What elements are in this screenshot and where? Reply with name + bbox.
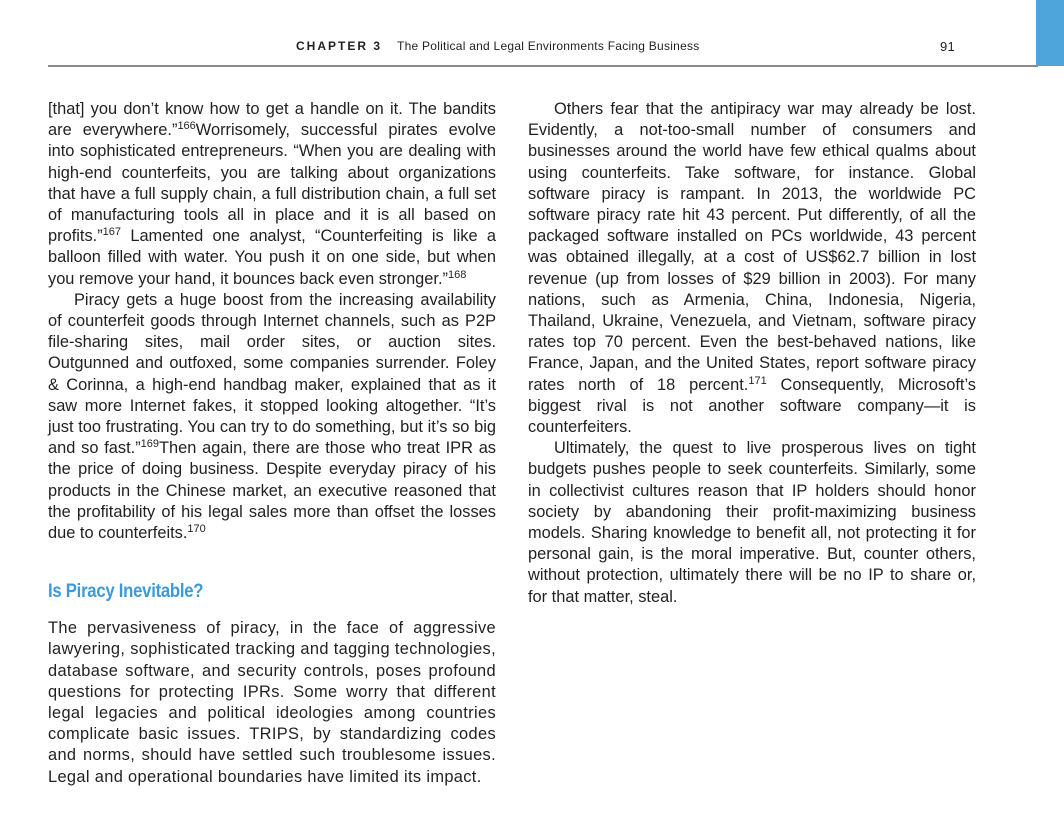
footnote-ref: 168 xyxy=(447,268,467,281)
chapter-title: The Political and Legal Environments Facing Business xyxy=(397,39,700,53)
chapter-color-tab xyxy=(1036,0,1064,66)
chapter-label: CHAPTER 3 xyxy=(296,39,383,53)
footnote-ref: 166 xyxy=(177,120,196,133)
right-column xyxy=(528,99,976,608)
paragraph: [that] you don’t know how to get a handle on it. The bandits are everywhere.”$^{166}$Worrisomely, successful pirates evolve into sophisticated entrepreneurs. “When you are dealing with high-end counterfeits, you are talking about organizations that have a full supply chain, a full distribution chain, a full set of manufacturing tools all in place and it is all based on profits.”$^{167}$ Lamented one analyst, “Counterfeiting is like a balloon filled with water. You push it on one side, but when you remove your hand, it bounces back even stronger.”$^{168}$ xyxy=(48,100,497,288)
left-column xyxy=(48,99,496,788)
footnote-ref: 167 xyxy=(102,226,122,239)
paragraph: Others fear that the antipiracy war may already be lost. Evidently, a not-too-small number of consumers and businesses around the world have few ethical qualms about using counterfeits. Take software, for instance. Global software piracy is rampant. In 2013, the worldwide PC software piracy rate hit 43 percent. Put differently, of all the packaged software installed on PCs worldwide, 43 percent was obtained illegally, at a cost of US$62.7 billion in lost revenue (up from losses of $29 billion in 2003). For many nations, such as Armenia, China, Indonesia, Nigeria, Thailand, Ukraine, Venezuela, and Vietnam, software piracy rates top 70 percent. Even the best-behaved nations, like France, Japan, and the United States, report software piracy rates north of 18 percent.$^{171}$ Consequently, Microsoft’s biggest rival is not another software company—it is counterfeiters. xyxy=(528,100,977,437)
paragraph: Ultimately, the quest to live prosperous lives on tight budgets pushes people to seek counterfeits. Similarly, some in collectivist cultures reason that IP holders should honor society by abandoning their profit-maximizing business models. Sharing knowledge to benefit all, not protecting it for personal gain, is the moral imperative. But, counter others, without protection, ultimately there will be no IP to share or, for that matter, steal. xyxy=(528,439,976,606)
header-rule xyxy=(48,65,1038,67)
footnote-ref: 171 xyxy=(748,374,767,387)
footnote-ref: 170 xyxy=(187,523,206,536)
paragraph: The pervasiveness of piracy, in the face of aggressive lawyering, sophisticated tracking and tagging technologies, database software, and security controls, poses profound questions for protecting IPRs. Some worry that different legal legacies and political ideologies among countries complicate basic issues. TRIPS, by standardizing codes and norms, should have settled such troublesome issues. Legal and operational boundaries have limited its impact. xyxy=(48,619,496,786)
footnote-ref: 169 xyxy=(140,438,160,451)
paragraph: Piracy gets a huge boost from the increasing availability of counterfeit goods through Internet channels, such as P2P file-sharing sites, mail order sites, or auction sites. Outgunned and outfoxed, some companies surrender. Foley & Corinna, a high-end handbag maker, explained that as it saw more Internet fakes, it stopped looking altogether. “It’s just too frustrating. You can try to do something, but it’s so big and so fast.”$^{169}$Then again, there are those who treat IPR as the price of doing business. Despite everyday piracy of his products in the Chinese market, an executive reasoned that the profitability of his legal sales more than offset the losses due to counterfeits.$^{170}$ xyxy=(48,290,496,543)
section-heading: Is Piracy Inevitable? xyxy=(48,581,204,603)
page-number: 91 xyxy=(940,39,955,54)
